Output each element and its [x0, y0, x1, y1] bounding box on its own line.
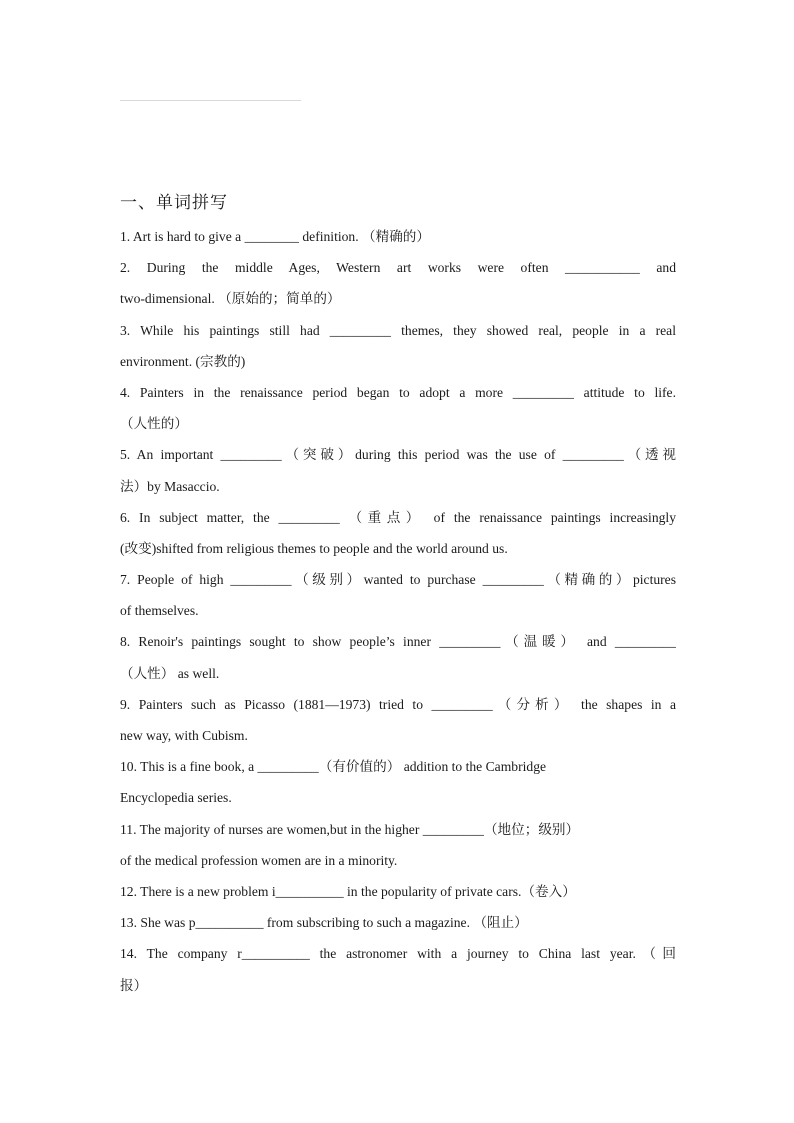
exercise-line: （人性的） [120, 416, 188, 432]
exercise-line: 14. The company r__________ the astronomer with a journey to China last year.（回 [120, 946, 676, 962]
exercise-line: (改变)shifted from religious themes to people and the world around us. [120, 540, 508, 556]
exercise-line: 13. She was p__________ from subscribing to such a magazine. （阻止） [120, 915, 528, 931]
exercise-line: 1. Art is hard to give a ________ definition. （精确的） [120, 229, 430, 244]
exercise-line: 3. While his paintings still had _________ themes, they showed real, people in a real [120, 322, 676, 338]
exercise-line: 2. During the middle Ages, Western art works were often ___________ and [120, 260, 676, 276]
header-rule [120, 100, 301, 101]
exercise-line: 10. This is a fine book, a _________（有价值的） addition to the Cambridge [120, 759, 547, 775]
exercise-line: 5. An important _________（突破）during this period was the use of _________（透视 [120, 447, 676, 463]
exercise-line: two-dimensional. （原始的；简单的） [120, 291, 341, 307]
exercise-line: new way, with Cubism. [120, 728, 248, 743]
section-title: 一、单词拼写 [120, 193, 228, 213]
exercise-line: of themselves. [120, 603, 199, 619]
exercise-line: environment. (宗教的) [120, 353, 246, 369]
exercise-line: Encyclopedia series. [120, 790, 232, 806]
exercise-line: of the medical profession women are in a minority. [120, 852, 398, 868]
exercise-line: 8. Renoir's paintings sought to show people’s inner _________（温暖） and _________ [120, 634, 676, 650]
exercise-line: 11. The majority of nurses are women,but in the higher _________（地位；级别） [120, 821, 580, 837]
exercise-line: （人性） as well. [120, 665, 220, 681]
exercise-line: 法）by Masaccio. [120, 478, 220, 494]
exercise-line: 7. People of high _________（级别）wanted to purchase _________（精确的）pictures [120, 572, 676, 588]
exercise-line: 12. There is a new problem i__________ in the popularity of private cars.（卷入） [120, 883, 576, 899]
exercise-line: 4. Painters in the renaissance period began to adopt a more _________ attitude to life. [120, 384, 676, 400]
exercise-line: 报） [120, 977, 148, 993]
exercise-line: 6. In subject matter, the _________ （重点） of the renaissance paintings increasingly [120, 509, 676, 525]
exercise-line: 9. Painters such as Picasso (1881—1973) tried to _________（分析） the shapes in a [120, 696, 676, 712]
exercise-list [120, 221, 676, 1001]
